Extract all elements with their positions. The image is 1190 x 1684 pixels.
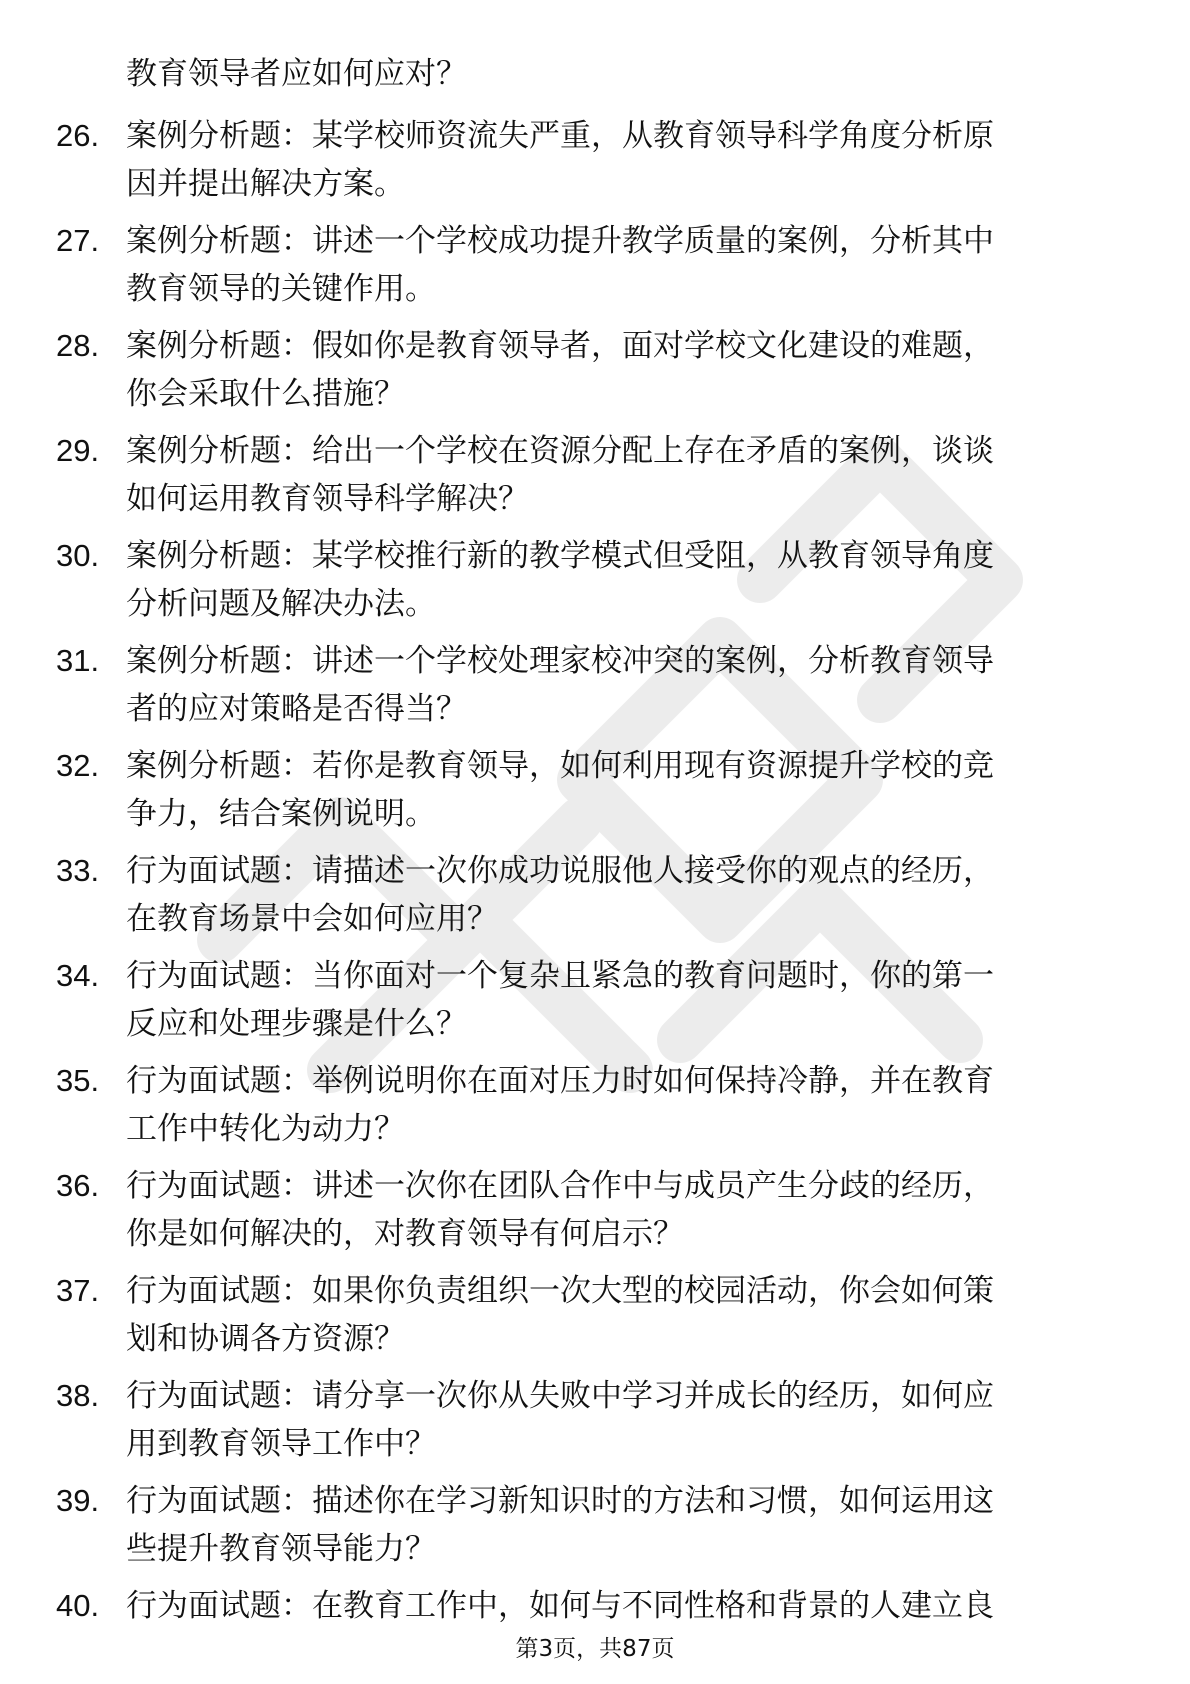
question-text-line: 反应和处理步骤是什么？ [126,1006,467,1042]
question-text-line: 案例分析题：某学校师资流失严重，从教育领导科学角度分析原 [126,118,994,154]
question-number: 29. [56,433,100,468]
question-item [56,112,1116,208]
question-number: 35. [56,1063,100,1098]
question-number: 34. [56,958,100,993]
page-footer: 第3页，共87页 [515,1636,675,1662]
question-number: 33. [56,853,100,888]
question-number: 36. [56,1168,100,1203]
question-item [56,1267,1116,1363]
question-number: 31. [56,643,100,678]
question-item [56,742,1116,838]
question-text-line: 者的应对策略是否得当？ [126,691,467,727]
question-item [56,217,1116,313]
question-text-line: 争力，结合案例说明。 [126,796,436,832]
question-number: 26. [56,118,100,153]
question-text-line: 用到教育领导工作中？ [126,1426,436,1462]
question-text-line: 行为面试题：举例说明你在面对压力时如何保持冷静，并在教育 [126,1063,994,1099]
question-text-line: 行为面试题：如果你负责组织一次大型的校园活动，你会如何策 [126,1273,994,1309]
question-text-line: 行为面试题：请分享一次你从失败中学习并成长的经历，如何应 [126,1378,994,1414]
question-text-line: 些提升教育领导能力？ [126,1531,436,1567]
question-item [56,1477,1116,1573]
question-text-line: 因并提出解决方案。 [126,166,405,202]
question-text-line: 在教育场景中会如何应用？ [126,901,498,937]
question-item [56,637,1116,733]
question-item [56,1582,1116,1630]
question-list [56,112,1116,1639]
question-item [56,1162,1116,1258]
question-number: 28. [56,328,100,363]
question-text-line: 案例分析题：讲述一个学校处理家校冲突的案例，分析教育领导 [126,643,994,679]
question-item [56,427,1116,523]
question-text-line: 行为面试题：讲述一次你在团队合作中与成员产生分歧的经历， [126,1168,994,1204]
question-text-line: 教育领导的关键作用。 [126,271,436,307]
question-number: 39. [56,1483,100,1518]
question-number: 38. [56,1378,100,1413]
question-text-line: 案例分析题：给出一个学校在资源分配上存在矛盾的案例，谈谈 [126,433,994,469]
question-item [56,847,1116,943]
question-text-line: 你是如何解决的，对教育领导有何启示？ [126,1216,684,1252]
question-number: 30. [56,538,100,573]
question-text-line: 案例分析题：讲述一个学校成功提升教学质量的案例，分析其中 [126,223,994,259]
question-text-line: 行为面试题：当你面对一个复杂且紧急的教育问题时，你的第一 [126,958,994,994]
question-item [56,532,1116,628]
question-text-line: 案例分析题：假如你是教育领导者，面对学校文化建设的难题， [126,328,994,364]
question-text-line: 如何运用教育领导科学解决？ [126,481,529,517]
question-item [56,322,1116,418]
question-item [56,1057,1116,1153]
question-number: 40. [56,1588,100,1623]
question-text-line: 分析问题及解决办法。 [126,586,436,622]
question-text-line: 划和协调各方资源？ [126,1321,405,1357]
question-number: 27. [56,223,100,258]
question-text-line: 行为面试题：描述你在学习新知识时的方法和习惯，如何运用这 [126,1483,994,1519]
question-text-line: 案例分析题：若你是教育领导，如何利用现有资源提升学校的竞 [126,748,994,784]
question-number: 37. [56,1273,100,1308]
question-text-line: 行为面试题：在教育工作中，如何与不同性格和背景的人建立良 [126,1588,994,1624]
question-text-line: 案例分析题：某学校推行新的教学模式但受阻，从教育领导角度 [126,538,994,574]
question-number: 32. [56,748,100,783]
question-text-line: 你会采取什么措施？ [126,376,405,412]
question-text-line: 行为面试题：请描述一次你成功说服他人接受你的观点的经历， [126,853,994,889]
question-text-line: 工作中转化为动力？ [126,1111,405,1147]
question-item [56,952,1116,1048]
question-item [56,1372,1116,1468]
continuation-text: 教育领导者应如何应对？ [126,56,467,92]
